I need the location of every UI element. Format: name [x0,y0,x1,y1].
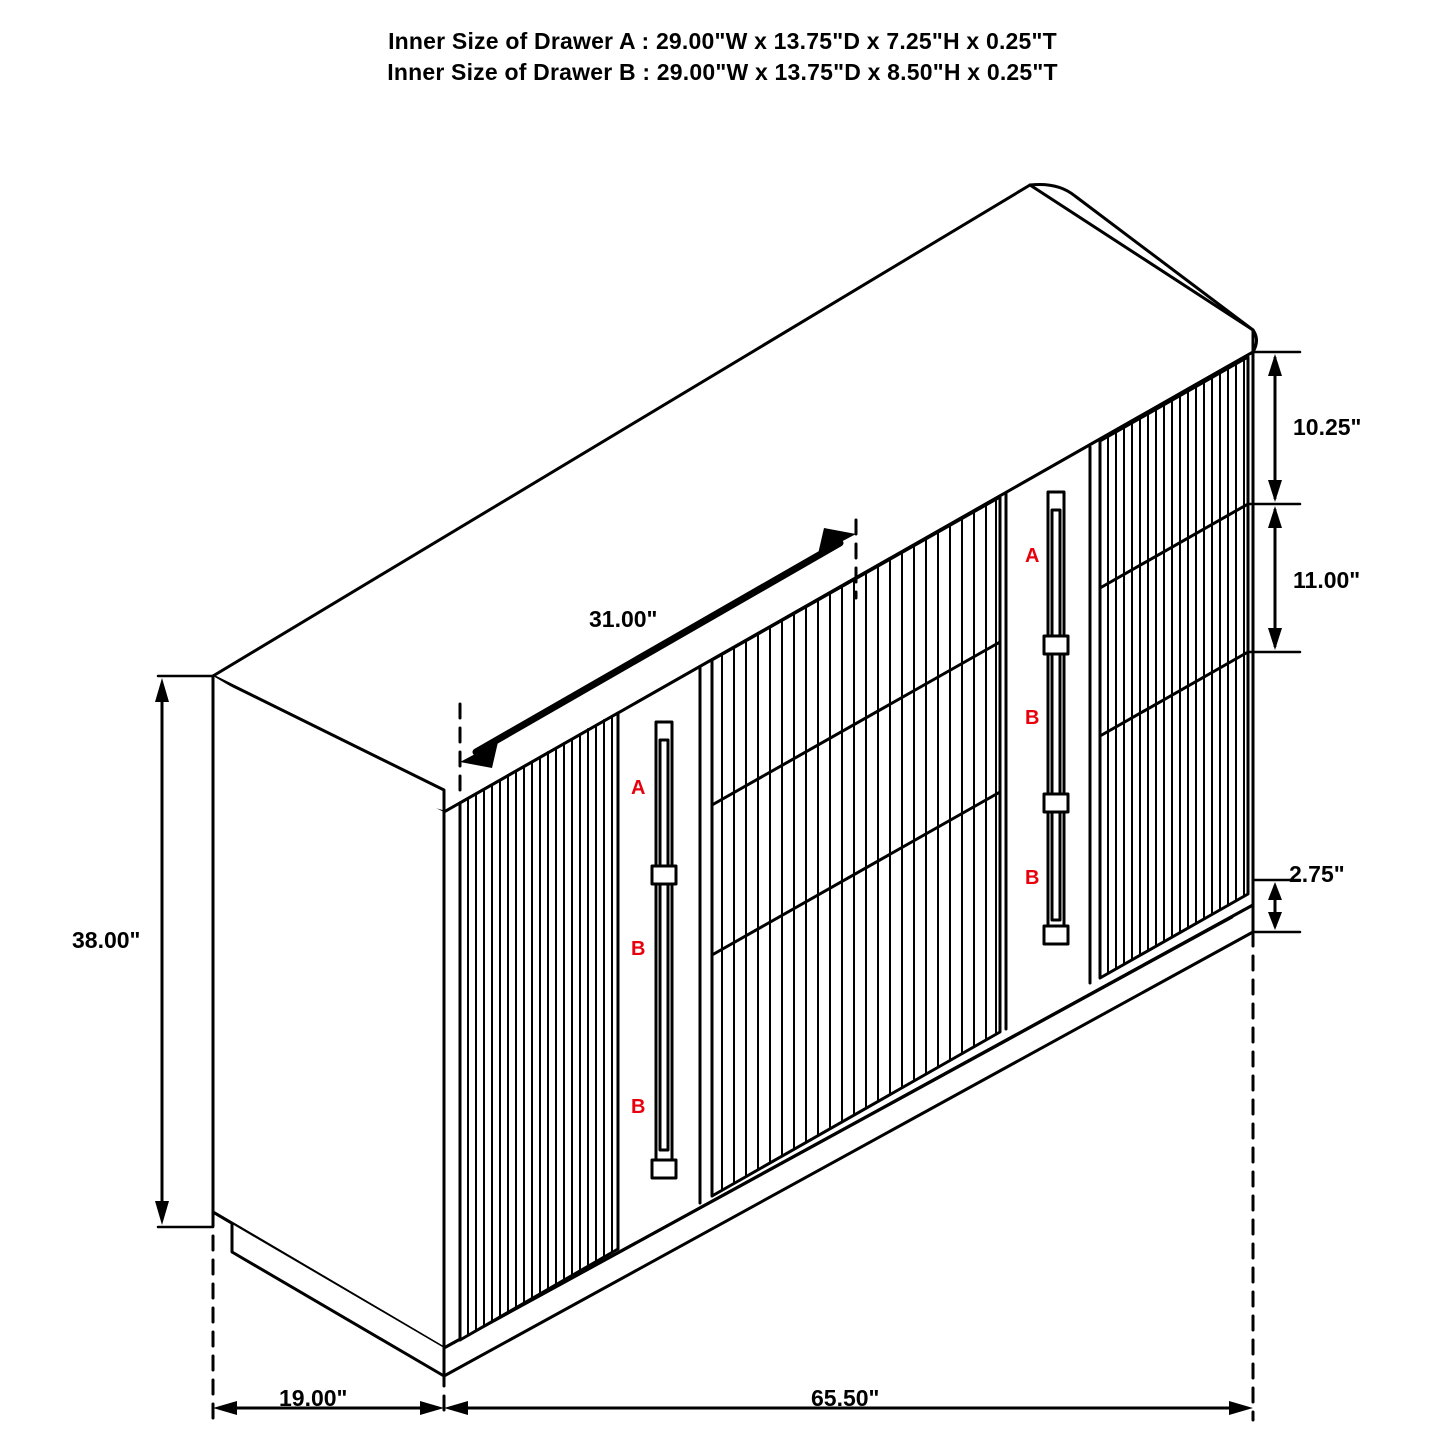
left-dimension-extensions [158,676,213,1227]
right-drawer-bank [1100,357,1248,978]
plinth-height-label: 2.75" [1289,861,1345,887]
note-drawer-b: Inner Size of Drawer B : 29.00"W x 13.75"D x 8.50"H x 0.25"T [387,59,1058,85]
top-drawer-height-label: 10.25" [1293,414,1362,440]
drawer-label-left-a: A [631,777,646,799]
right-bank-handle [1044,492,1068,944]
drawer-label-right-b1: B [1025,707,1040,729]
front-width-dimension-label: 65.50" [811,1385,880,1411]
note-drawer-a: Inner Size of Drawer A : 29.00"W x 13.75"D x 7.25"H x 0.25"T [388,28,1057,54]
height-dimension-label: 38.00" [72,927,141,953]
side-width-dimension-label: 19.00" [279,1385,348,1411]
drawer-label-right-a: A [1025,545,1040,567]
left-bank-handle [652,722,676,1178]
drawer-label-right-b2: B [1025,867,1040,889]
mid-drawer-height-label: 11.00" [1293,567,1361,593]
drawer-label-left-b1: B [631,938,646,960]
depth-dimension-label: 31.00" [589,606,658,632]
drawer-label-left-b2: B [631,1096,646,1118]
left-drawer-bank [460,713,618,1340]
